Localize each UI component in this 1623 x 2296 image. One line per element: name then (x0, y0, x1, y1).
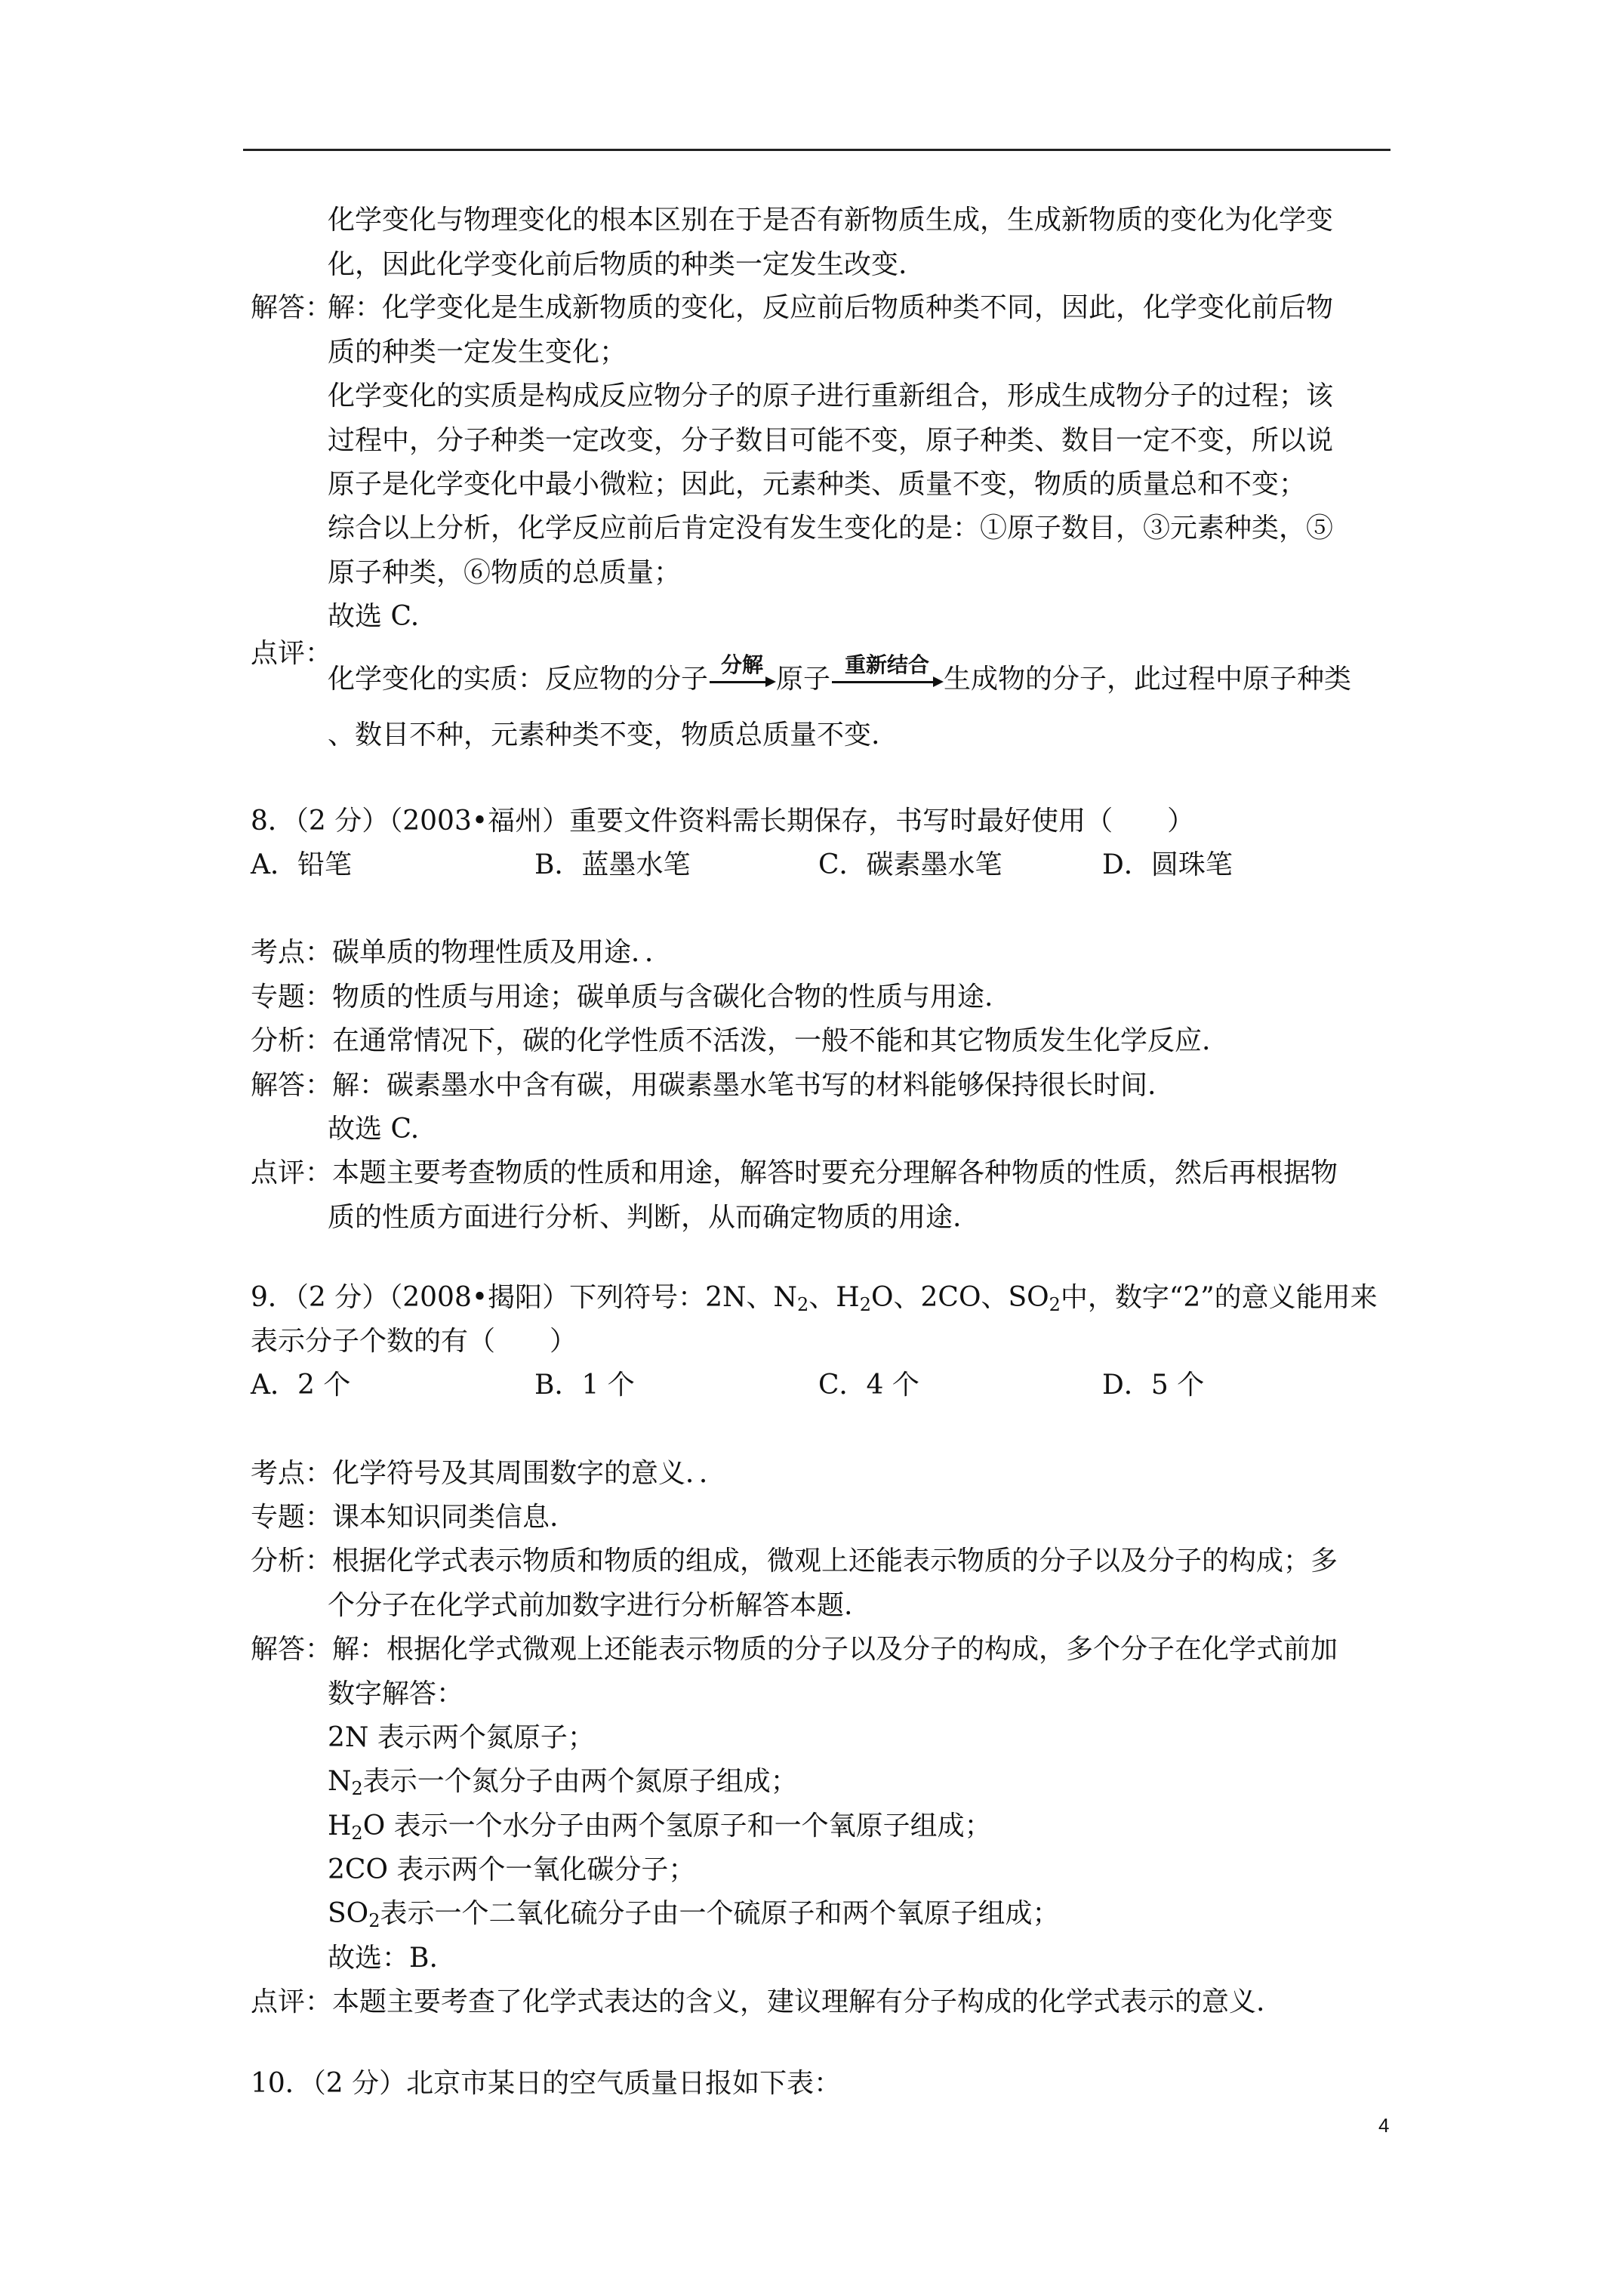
q10-stem: 10．（2 分）北京市某日的空气质量日报如下表： (251, 2068, 842, 2099)
q9-n2-sub: 2 (351, 1778, 363, 1799)
prev-answer-line-7: 原子种类，⑥物质的总质量； (328, 557, 682, 588)
prev-answer-line-2: 质的种类一定发生变化； (328, 337, 627, 368)
q9-analysis-1: 分析：根据化学式表示物质和物质的组成，微观上还能表示物质的分子以及分子的构成；多 (251, 1546, 1338, 1576)
q9-subject: 专题：课本知识同类信息. (251, 1502, 559, 1533)
prev-comment-line-2: 、数目不种，元素种类不变，物质总质量不变. (328, 720, 880, 750)
q8-choice: 故选 C. (328, 1114, 420, 1145)
q9-option-c: C．4 个 (818, 1370, 919, 1401)
q9-step-2n: 2N 表示两个氮原子； (328, 1722, 595, 1753)
q9-h2o-text: O 表示一个水分子由两个氢原子和一个氧原子组成； (362, 1811, 992, 1841)
prev-answer-line-1: 解：化学变化是生成新物质的变化，反应前后物质种类不同，因此，化学变化前后物 (328, 292, 1334, 323)
q8-option-b: B．蓝墨水笔 (534, 849, 691, 880)
q9-topic: 考点：化学符号及其周围数字的意义．． (251, 1458, 727, 1489)
q9-stem-c: O、2CO、SO (870, 1282, 1049, 1313)
prev-answer-line-5: 原子是化学变化中最小微粒；因此，元素种类、质量不变，物质的质量总和不变； (328, 469, 1307, 500)
page-number: 4 (1378, 2114, 1390, 2137)
prev-comment-line-1 (328, 652, 1352, 702)
q9-option-a: A．2 个 (251, 1370, 351, 1401)
q9-choice: 故选：B. (328, 1943, 438, 1974)
prev-answer-line-3: 化学变化的实质是构成反应物分子的原子进行重新组合，形成生成物分子的过程；该 (328, 381, 1334, 411)
q9-answer-2: 数字解答： (328, 1678, 464, 1709)
q9-n2-text: 表示一个氮分子由两个氮原子组成； (362, 1766, 798, 1797)
prev-answer-line-4: 过程中，分子种类一定改变，分子数目可能不变，原子种类、数目一定不变，所以说 (328, 425, 1334, 456)
prev-answer-line-8: 故选 C. (328, 601, 420, 632)
q9-option-d: D．5 个 (1102, 1370, 1205, 1401)
q8-topic: 考点：碳单质的物理性质及用途．． (251, 937, 673, 968)
header-rule (243, 149, 1390, 151)
prev-answer-label: 解答： (251, 292, 333, 323)
decompose-arrow (708, 652, 776, 702)
q9-sub-h2: 2 (859, 1294, 871, 1315)
prev-answer-line-6: 综合以上分析，化学反应前后肯定没有发生变化的是：①原子数目，③元素种类，⑤ (328, 513, 1334, 544)
q8-comment-2: 质的性质方面进行分析、判断，从而确定物质的用途. (328, 1202, 962, 1233)
q9-so2-text: 表示一个二氧化硫分子由一个硫原子和两个氧原子组成； (380, 1898, 1060, 1929)
q9-option-b: B．1 个 (534, 1370, 635, 1401)
q8-option-d: D．圆珠笔 (1102, 849, 1233, 880)
comment-text-part-2: 原子 (776, 664, 831, 695)
q8-answer: 解答：解：碳素墨水中含有碳，用碳素墨水笔书写的材料能够保持很长时间. (251, 1070, 1156, 1101)
q9-sub-n2: 2 (797, 1294, 809, 1315)
q9-stem-a: 9．（2 分）（2008•揭阳）下列符号：2N、N (251, 1282, 798, 1313)
q8-comment-1: 点评：本题主要考查物质的性质和用途，解答时要充分理解各种物质的性质，然后再根据物 (251, 1157, 1338, 1188)
q9-so2-symbol: SO (328, 1898, 369, 1929)
q9-h2o-symbol: H (328, 1811, 352, 1841)
q9-stem-line-2: 表示分子个数的有（ ） (251, 1326, 577, 1357)
q9-n2-symbol: N (328, 1766, 352, 1797)
q9-so2-sub: 2 (368, 1910, 380, 1931)
q9-sub-so2: 2 (1049, 1294, 1061, 1315)
q8-option-c: C．碳素墨水笔 (818, 849, 1002, 880)
q9-stem-d: 中，数字“2”的意义能用来 (1060, 1282, 1378, 1313)
comment-text-part-1: 化学变化的实质：反应物的分子 (328, 664, 709, 695)
comment-text-part-3: 生成物的分子，此过程中原子种类 (944, 664, 1352, 695)
decompose-label: 分解 (721, 652, 764, 677)
q8-stem: 8．（2 分）（2003•福州）重要文件资料需长期保存，书写时最好使用（ ） (251, 806, 1195, 837)
q8-subject: 专题：物质的性质与用途；碳单质与含碳化合物的性质与用途. (251, 982, 993, 1012)
prev-analysis-line-2: 化，因此化学变化前后物质的种类一定发生改变. (328, 249, 907, 280)
prev-analysis-line-1: 化学变化与物理变化的根本区别在于是否有新物质生成，生成新物质的变化为化学变 (328, 205, 1334, 236)
q9-h2o-sub: 2 (351, 1823, 363, 1844)
q8-analysis: 分析：在通常情况下，碳的化学性质不活泼，一般不能和其它物质发生化学反应. (251, 1025, 1211, 1056)
q9-step-2co: 2CO 表示两个一氧化碳分子； (328, 1854, 696, 1885)
q9-comment: 点评：本题主要考查了化学式表达的含义，建议理解有分子构成的化学式表示的意义. (251, 1986, 1265, 2017)
q9-stem-b: 、H (808, 1282, 860, 1313)
recombine-arrow (830, 652, 944, 702)
recombine-label: 重新结合 (845, 652, 930, 677)
q8-option-a: A．铅笔 (251, 849, 352, 880)
q9-analysis-2: 个分子在化学式前加数字进行分析解答本题. (328, 1590, 853, 1621)
q9-answer-1: 解答：解：根据化学式微观上还能表示物质的分子以及分子的构成，多个分子在化学式前加 (251, 1634, 1338, 1665)
prev-comment-label: 点评： (251, 638, 333, 669)
